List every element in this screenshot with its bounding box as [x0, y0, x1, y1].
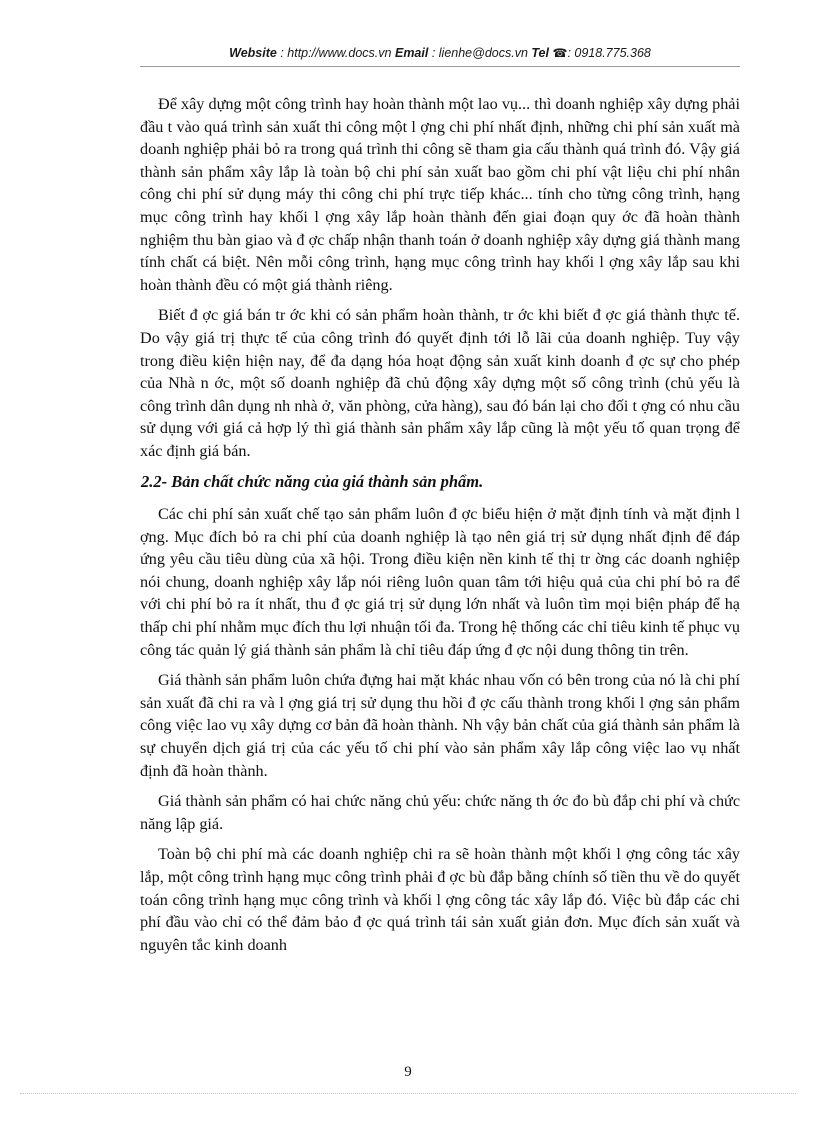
section-heading: 2.2- Bản chất chức năng của giá thành sản phẩm.	[141, 471, 484, 491]
website-label: Website	[229, 46, 277, 60]
section-paragraph-1: Các chi phí sản xuất chế tạo sản phẩm luôn đ ợc biểu hiện ở mặt định tính và mặt định l ợng. Mục đích bỏ ra chi phí của doanh nghiệp là tạo nên giá trị sử dụng nhất định để đáp ứng yêu cầu tiêu dùng của xã hội. Trong điều kiện nền kinh tế thị tr ờng các doanh nghiệp nói chung, doanh nghiệp xây lắp nói riêng luôn quan tâm tới hiệu quả của chi phí bỏ ra để với chi phí bỏ ra ít nhất, thu đ ợc giá trị sử dụng lớn nhất và luôn tìm mọi biện pháp để hạ thấp chi phí nhằm mục đích thu lợi nhuận tối đa. Trong hệ thống các chỉ tiêu kinh tế phục vụ công tác quản lý giá thành sản phẩm là chỉ tiêu đáp ứng đ ợc nội dung thông tin trên.	[140, 505, 740, 659]
telephone-icon: ☎	[552, 46, 568, 60]
paragraph-2: Biết đ ợc giá bán tr ớc khi có sản phẩm hoàn thành, tr ớc khi biết đ ợc giá thành thực tế. Do vậy giá trị thực tế của công trình đó quyết định tới lỗ lãi của doanh nghiệp. Tuy vậy trong điều kiện hiện nay, để đa dạng hóa hoạt động sản xuất kinh doanh đ ợc sự cho phép của Nhà n ớc, một số doanh nghiệp đã chủ động xây dựng một số công trình (chủ yếu là công trình dân dụng nh nhà ở, văn phòng, cửa hàng), sau đó bán lại cho đối t ợng có nhu cầu sử dụng với giá cả hợp lý thì giá thành sản phẩm xây lắp cũng là một yếu tố quan trọng để xác định giá bán.	[140, 306, 740, 460]
email-value: : lienhe@docs.vn	[431, 46, 528, 60]
bottom-divider	[20, 1093, 796, 1094]
tel-value: : 0918.775.368	[567, 46, 651, 60]
section-paragraph-2: Giá thành sản phẩm luôn chứa đựng hai mặt khác nhau vốn có bên trong của nó là chi phí sản xuất đã chi ra và l ợng giá trị sử dụng thu hồi đ ợc cấu thành trong khối l ợng sản phẩm công việc lao vụ xây dựng cơ bản đã hoàn thành. Nh vậy bản chất của giá thành sản phẩm là sự chuyển dịch giá trị của các yếu tố chi phí vào sản phẩm xây lắp công việc lao vụ nhất định đã hoàn thành.	[140, 671, 740, 780]
document-body	[140, 93, 740, 964]
page-header	[140, 46, 740, 67]
section-paragraph-4: Toàn bộ chi phí mà các doanh nghiệp chi ra sẽ hoàn thành một khối l ợng công tác xây lắp, một công trình hạng mục công trình phải đ ợc bù đắp bằng chính số tiền thu về do quyết toán công trình hạng mục công trình và khối l ợng công tác xây lắp đó. Việc bù đắp các chi phí đầu vào chỉ có thể đảm bảo đ ợc quá trình tái sản xuất giản đơn. Mục đích sản xuất và nguyên tắc kinh doanh	[140, 845, 740, 954]
paragraph-1: Để xây dựng một công trình hay hoàn thành một lao vụ... thì doanh nghiệp xây dựng phải đầu t vào quá trình sản xuất thi công một l ợng chi phí nhất định, những chi phí sản xuất mà doanh nghiệp phải bỏ ra trong quá trình thi công sẽ tham gia cấu thành quá trình đó. Vậy giá thành sản phẩm xây lắp là toàn bộ chi phí sản xuất bao gồm chi phí vật liệu chi phí nhân công chi phí sử dụng máy thi công chi phí trực tiếp khác... tính cho từng công trình, hạng mục công trình hay khối l ợng xây lắp hoàn thành đến giai đoạn quy ớc đã hoàn thành nghiệm thu bàn giao và đ ợc chấp nhận thanh toán ở doanh nghiệp xây dựng giá thành mang tính chất cá biệt. Nên mỗi công trình, hạng mục công trình hay khối l ợng xây lắp sau khi hoàn thành đều có một giá thành riêng.	[140, 95, 740, 294]
website-value: : http://www.docs.vn	[280, 46, 392, 60]
section-paragraph-3: Giá thành sản phẩm có hai chức năng chủ yếu: chức năng th ớc đo bù đắp chi phí và chức năng lập giá.	[140, 792, 740, 833]
email-label: Email	[394, 46, 429, 60]
page-number: 9	[404, 1064, 412, 1080]
tel-label: Tel	[531, 46, 549, 60]
